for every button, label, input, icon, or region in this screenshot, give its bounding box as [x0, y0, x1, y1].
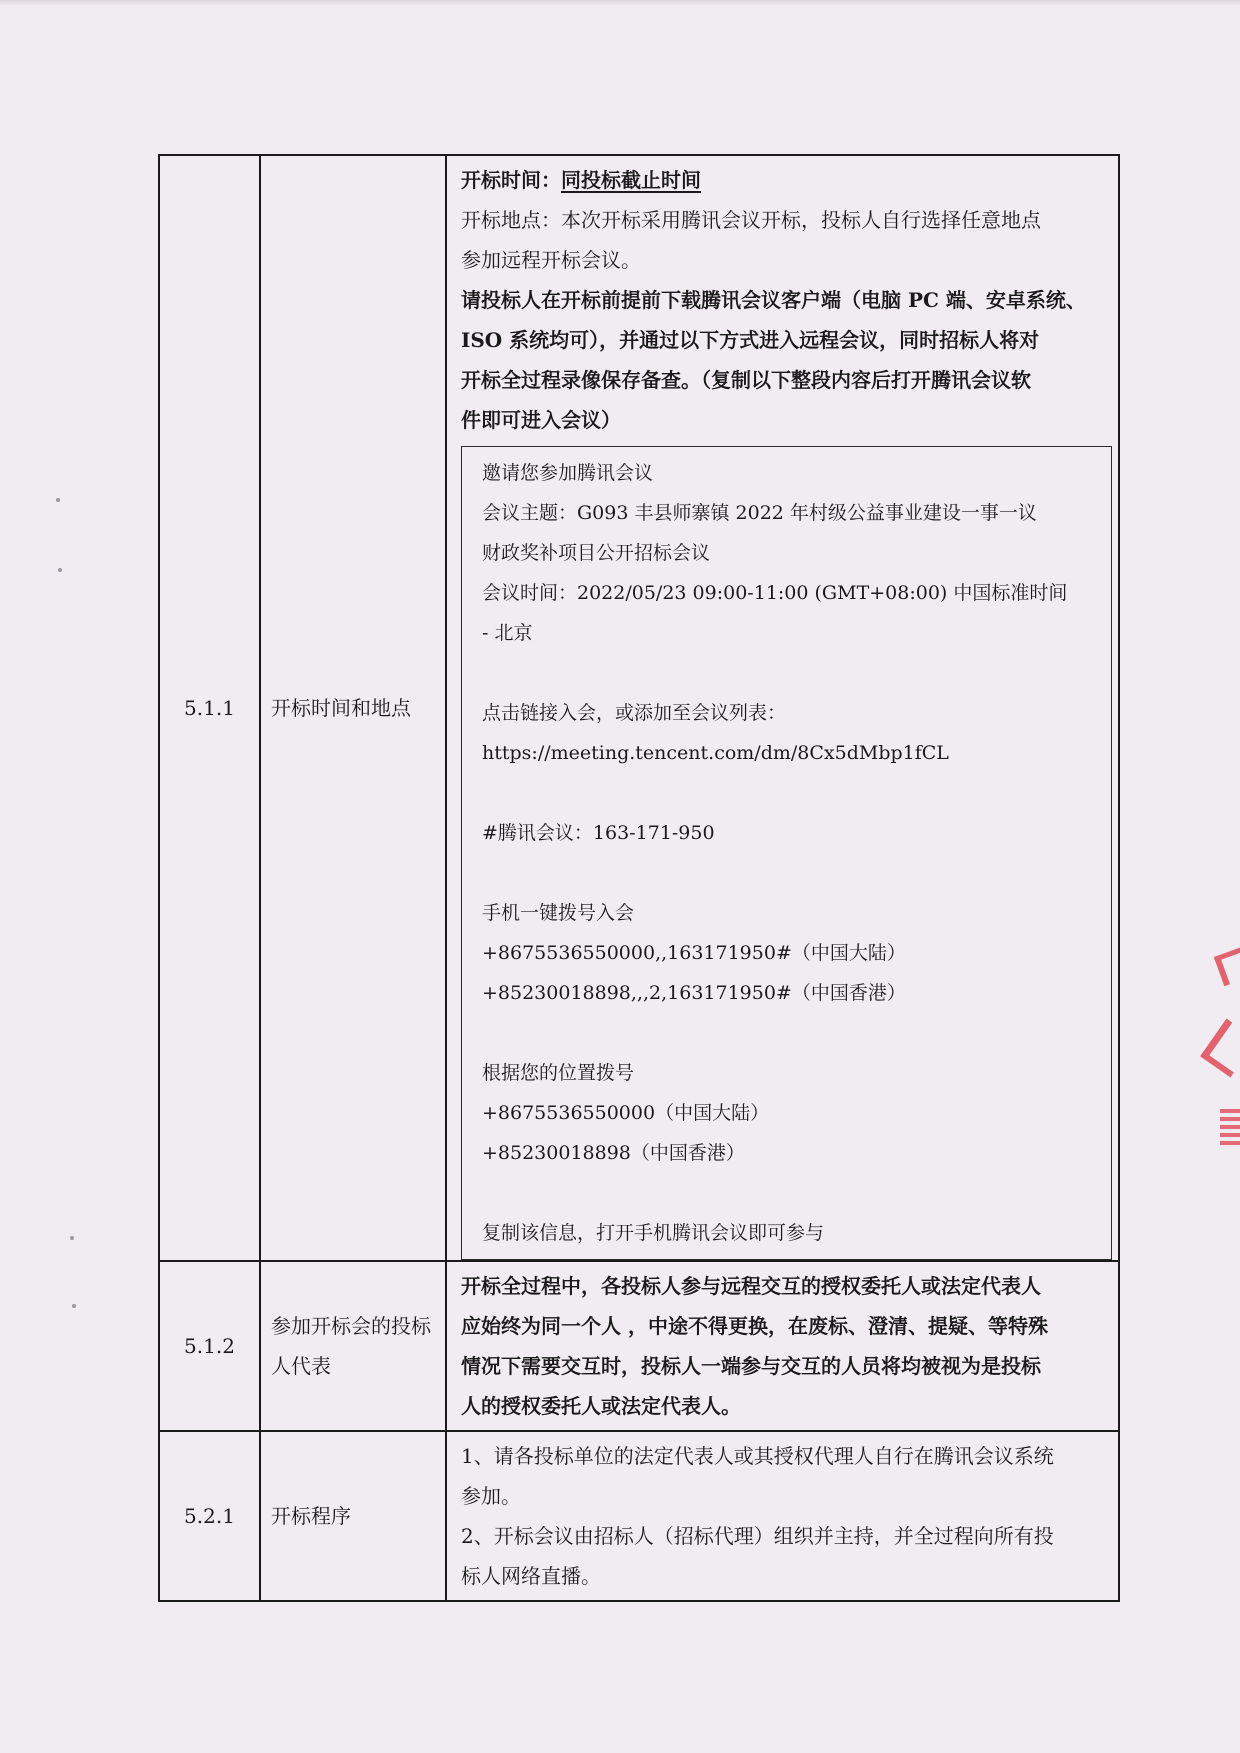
scan-speck	[56, 498, 60, 502]
invite-title: 邀请您参加腾讯会议	[482, 462, 654, 484]
row-label: 开标程序	[260, 1431, 446, 1601]
meeting-time: - 北京	[482, 622, 533, 644]
invite-footer: 复制该信息，打开手机腾讯会议即可参与	[482, 1222, 825, 1244]
spacer	[482, 1013, 1101, 1053]
notice-line: ISO 系统均可），并通过以下方式进入远程会议，同时招标人将对	[461, 328, 1040, 352]
spacer	[482, 853, 1101, 893]
bid-opening-time: 开标时间：同投标截止时间	[461, 168, 701, 192]
dial-number: +85230018898,,,2,163171950#（中国香港）	[482, 982, 906, 1004]
content-line: 应始终为同一个人 ，中途不得更换，在废标、澄清、提疑、等特殊	[461, 1314, 1048, 1338]
table-row	[159, 1431, 1119, 1601]
content-line: 参加。	[461, 1484, 521, 1508]
notice-line: 请投标人在开标前提前下载腾讯会议客户端（电脑 PC 端、安卓系统、	[461, 288, 1086, 312]
spacer	[482, 773, 1101, 813]
row-content	[446, 1431, 1119, 1601]
scan-speck	[72, 1304, 76, 1308]
table-row	[159, 1261, 1119, 1431]
row-content	[446, 1261, 1119, 1431]
row-number: 5.2.1	[159, 1431, 260, 1601]
time-value: 同投标截止时间	[561, 168, 701, 192]
meeting-link[interactable]: https://meeting.tencent.com/dm/8Cx5dMbp1fCL	[482, 742, 949, 764]
red-seal-fragment	[1200, 930, 1240, 1190]
content-line: 人的授权委托人或法定代表人。	[461, 1394, 741, 1418]
link-prompt: 点击链接入会，或添加至会议列表：	[482, 702, 787, 724]
table-row	[159, 155, 1119, 1261]
notice-line: 件即可进入会议）	[461, 408, 621, 432]
content-line: 1、请各投标单位的法定代表人或其授权代理人自行在腾讯会议系统	[461, 1444, 1054, 1468]
scan-speck	[58, 568, 62, 572]
meeting-subject: 财政奖补项目公开招标会议	[482, 542, 711, 564]
place-line: 参加远程开标会议。	[461, 248, 641, 272]
dial-number: +8675536550000,,163171950#（中国大陆）	[482, 942, 906, 964]
row-label: 开标时间和地点	[260, 155, 446, 1261]
meeting-id: #腾讯会议：163-171-950	[482, 822, 715, 844]
meeting-time: 会议时间：2022/05/23 09:00-11:00 (GMT+08:00) 中国标准时间	[482, 582, 1068, 604]
notice-line: 开标全过程录像保存备查。（复制以下整段内容后打开腾讯会议软	[461, 368, 1031, 392]
meeting-subject: 会议主题：G093 丰县师寨镇 2022 年村级公益事业建设一事一议	[482, 502, 1037, 524]
row-content	[446, 155, 1119, 1261]
row-label: 参加开标会的投标人代表	[260, 1261, 446, 1431]
location-title: 根据您的位置拨号	[482, 1062, 635, 1084]
dial-title: 手机一键拨号入会	[482, 902, 635, 924]
place-line: 开标地点：本次开标采用腾讯会议开标，投标人自行选择任意地点	[461, 208, 1041, 232]
meeting-invite-box	[461, 446, 1112, 1260]
content-line: 标人网络直播。	[461, 1564, 601, 1588]
spacer	[482, 653, 1101, 693]
scan-speck	[70, 1236, 74, 1240]
content-line: 情况下需要交互时，投标人一端参与交互的人员将均被视为是投标	[461, 1354, 1041, 1378]
content-line: 开标全过程中，各投标人参与远程交互的授权委托人或法定代表人	[461, 1274, 1041, 1298]
page-top-edge	[0, 0, 1240, 6]
row-number: 5.1.2	[159, 1261, 260, 1431]
row-number: 5.1.1	[159, 155, 260, 1261]
spacer	[482, 1173, 1101, 1213]
tender-table	[158, 154, 1120, 1602]
content-line: 2、开标会议由招标人（招标代理）组织并主持，并全过程向所有投	[461, 1524, 1054, 1548]
location-number: +8675536550000（中国大陆）	[482, 1102, 770, 1124]
location-number: +85230018898（中国香港）	[482, 1142, 745, 1164]
